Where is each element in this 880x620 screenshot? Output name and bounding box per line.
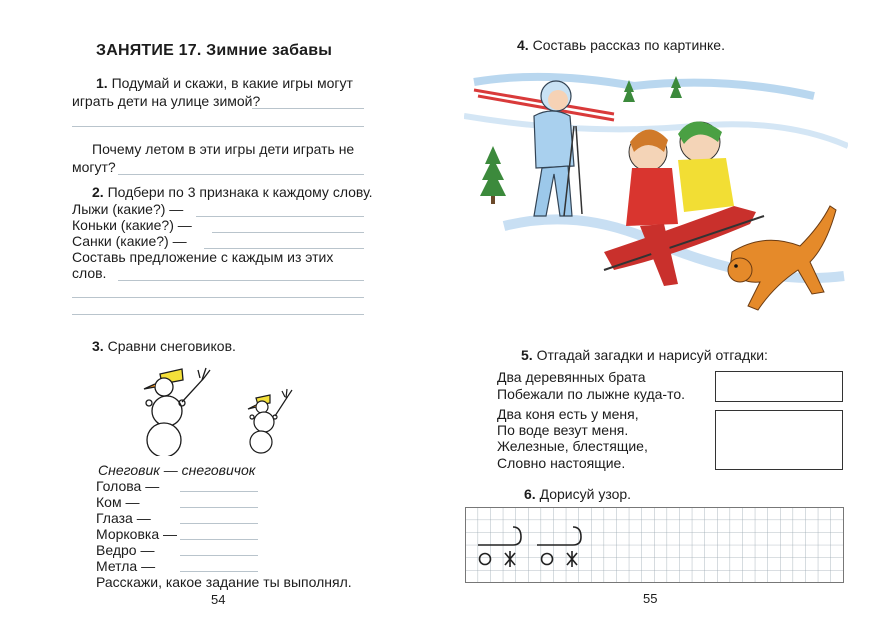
answer-line[interactable]	[212, 232, 364, 233]
task1-line3: Почему летом в эти игры дети играть не	[92, 141, 355, 157]
answer-line[interactable]	[180, 507, 258, 508]
task2-word-sled: Санки (какие?) —	[72, 233, 187, 249]
snowmen-illustration	[124, 356, 304, 456]
compare-row-bucket: Ведро —	[96, 542, 155, 558]
answer-line[interactable]	[72, 314, 364, 315]
right-page	[440, 0, 880, 620]
task5-text: 5. Отгадай загадки и нарисуй отгадки:	[521, 347, 768, 363]
answer-line[interactable]	[180, 555, 258, 556]
answer-line[interactable]	[180, 571, 258, 572]
page-number: 54	[211, 592, 226, 607]
task3-text: 3. Сравни снеговиков.	[92, 338, 236, 354]
compare-row-carrot: Морковка —	[96, 526, 178, 542]
riddle2-answer-box[interactable]	[715, 410, 843, 470]
answer-line[interactable]	[180, 539, 258, 540]
task1-line4: могут?	[72, 159, 116, 175]
task6-text: 6. Дорисуй узор.	[524, 486, 632, 502]
task1-line2: играть дети на улице зимой?	[72, 93, 261, 109]
riddle2-line1: Два коня есть у меня,	[497, 406, 639, 422]
winter-fun-picture	[464, 56, 848, 338]
compare-row-eyes: Глаза —	[96, 510, 151, 526]
small-snowman	[248, 389, 292, 453]
riddle2-line3: Железные, блестящие,	[497, 438, 648, 454]
compare-row-broom: Метла —	[96, 558, 156, 574]
riddle1-line1: Два деревянных брата	[497, 369, 646, 385]
riddle1-answer-box[interactable]	[715, 371, 843, 402]
task2-line-b: слов.	[72, 265, 107, 281]
pattern-grid[interactable]	[465, 507, 847, 583]
task4-text: 4. Составь рассказ по картинке.	[517, 37, 725, 53]
page-number: 55	[643, 591, 658, 606]
task2-line-a: Составь предложение с каждым из этих	[72, 249, 334, 265]
compare-header: Снеговик — снеговичок	[98, 462, 256, 478]
answer-line[interactable]	[180, 523, 258, 524]
answer-line[interactable]	[196, 216, 364, 217]
task1-line1: 1. Подумай и скажи, в какие игры могут	[96, 75, 353, 91]
compare-row-ball: Ком —	[96, 494, 140, 510]
answer-line[interactable]	[252, 108, 364, 109]
compare-row-head: Голова —	[96, 478, 160, 494]
lesson-title: ЗАНЯТИЕ 17. Зимние забавы	[96, 42, 333, 59]
answer-line[interactable]	[72, 297, 364, 298]
task2-word-skis: Лыжи (какие?) —	[72, 201, 184, 217]
riddle2-line2: По воде везут меня.	[497, 422, 629, 438]
task2-word-skates: Коньки (какие?) —	[72, 217, 192, 233]
answer-line[interactable]	[118, 174, 364, 175]
answer-line[interactable]	[118, 280, 364, 281]
task2-intro: 2. Подбери по 3 признака к каждому слову.	[92, 184, 373, 200]
riddle1-line2: Побежали по лыжне куда-то.	[497, 386, 685, 402]
answer-line[interactable]	[72, 126, 364, 127]
answer-line[interactable]	[180, 491, 258, 492]
riddle2-line4: Словно настоящие.	[497, 455, 626, 471]
big-snowman	[144, 368, 210, 456]
task3-final: Расскажи, какое задание ты выполнял.	[96, 574, 352, 590]
